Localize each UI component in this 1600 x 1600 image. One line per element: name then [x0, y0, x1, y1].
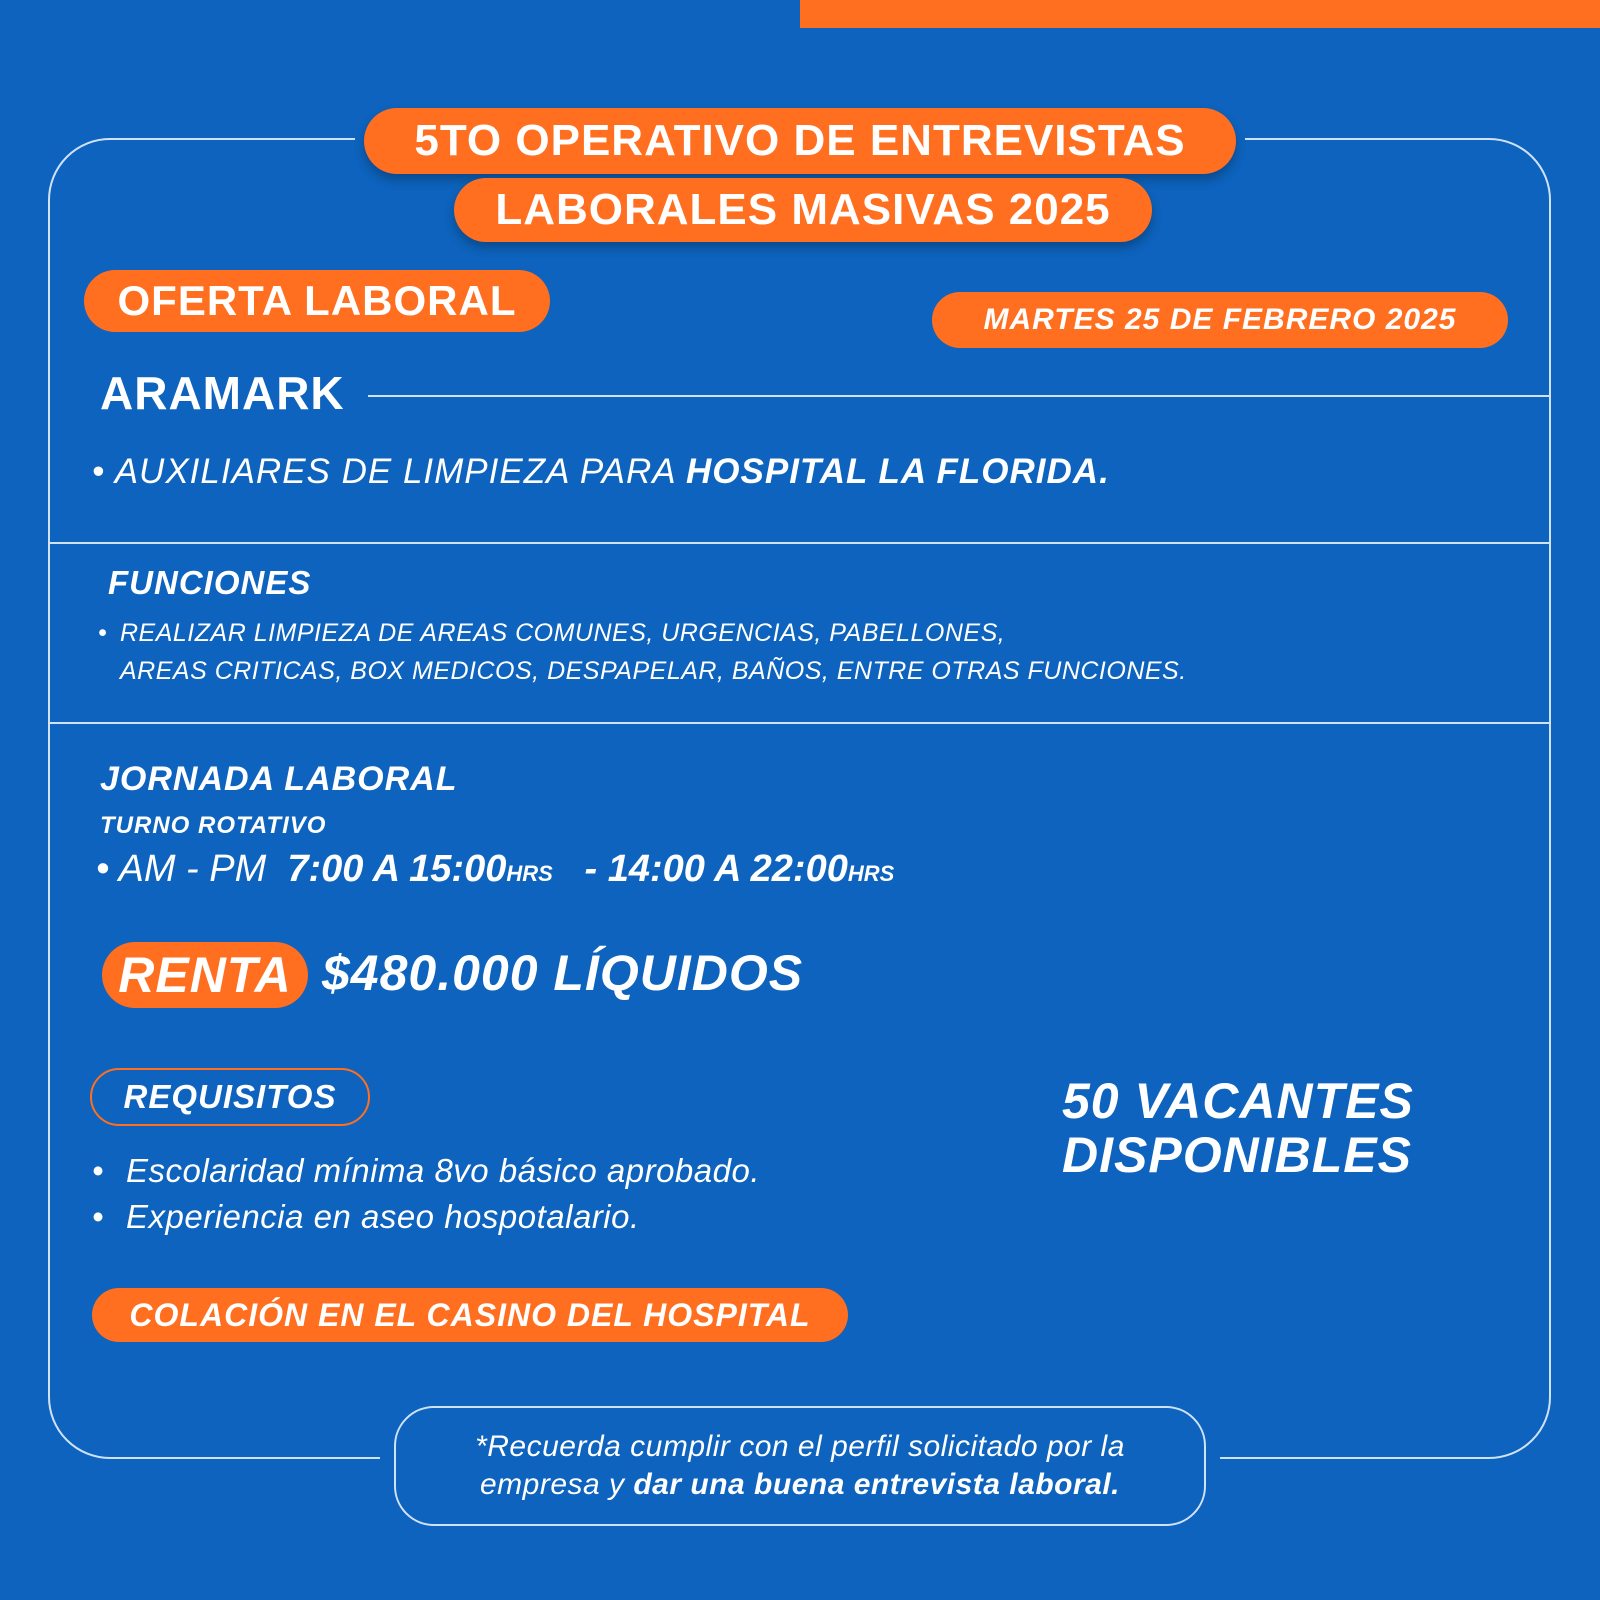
funciones-bullet: •: [98, 619, 108, 647]
oferta-laboral-badge: OFERTA LABORAL: [84, 270, 550, 332]
position-bullet: •: [92, 452, 106, 491]
colacion-badge: COLACIÓN EN EL CASINO DEL HOSPITAL: [92, 1288, 848, 1342]
vacantes-line-1: 50 VACANTES: [1062, 1073, 1414, 1129]
shift-1-hrs: HRS: [506, 861, 553, 886]
vacantes-line-2: DISPONIBLES: [1062, 1127, 1412, 1183]
funciones-line-1: REALIZAR LIMPIEZA DE AREAS COMUNES, URGENCIAS, PABELLONES,: [120, 619, 1006, 647]
title-line-1: 5TO OPERATIVO DE ENTREVISTAS: [364, 108, 1236, 174]
reminder-note: [394, 1406, 1206, 1526]
renta-badge: RENTA: [102, 942, 308, 1008]
turno-label: TURNO ROTATIVO: [100, 812, 327, 839]
section-divider: [48, 542, 1551, 544]
note-line-2-bold: dar una buena entrevista laboral.: [633, 1468, 1121, 1501]
list-item: • Escolaridad mínima 8vo básico aprobado.: [92, 1148, 760, 1194]
shift-label: AM - PM: [118, 848, 267, 890]
jornada-heading: JORNADA LABORAL: [100, 760, 458, 798]
vacantes-callout: [1062, 1074, 1414, 1182]
funciones-heading: FUNCIONES: [108, 564, 312, 601]
requisitos-list: [92, 1148, 760, 1240]
note-line-2: [480, 1466, 1120, 1504]
position-title: [92, 452, 1110, 492]
funciones-line-2: AREAS CRITICAS, BOX MEDICOS, DESPAPELAR, BAÑOS, ENTRE OTRAS FUNCIONES.: [120, 657, 1187, 685]
renta-value: $480.000 LÍQUIDOS: [322, 945, 804, 1001]
date-badge: MARTES 25 DE FEBRERO 2025: [932, 292, 1508, 348]
title-line-2: LABORALES MASIVAS 2025: [454, 178, 1152, 242]
shift-1: 7:00 A 15:00: [287, 848, 507, 890]
list-item: • Experiencia en aseo hospotalario.: [92, 1194, 760, 1240]
section-divider: [48, 722, 1551, 724]
note-line-1: *Recuerda cumplir con el perfil solicitado por la: [475, 1430, 1125, 1463]
shift-bullet: •: [96, 848, 110, 890]
funciones-text: [98, 614, 1187, 690]
shift-2: 14:00 A 22:00: [607, 848, 848, 890]
company-name: ARAMARK: [100, 367, 345, 419]
note-line-2-plain: empresa y: [479, 1468, 634, 1501]
company-divider: [368, 395, 1551, 397]
shift-hours: [96, 848, 894, 891]
position-text: AUXILIARES DE LIMPIEZA PARA: [114, 452, 687, 491]
shift-2-hrs: HRS: [847, 861, 895, 886]
shift-separator: -: [584, 848, 598, 890]
top-accent-bar: [800, 0, 1600, 28]
position-place: HOSPITAL LA FLORIDA.: [686, 452, 1110, 491]
requisitos-heading: REQUISITOS: [90, 1068, 370, 1126]
